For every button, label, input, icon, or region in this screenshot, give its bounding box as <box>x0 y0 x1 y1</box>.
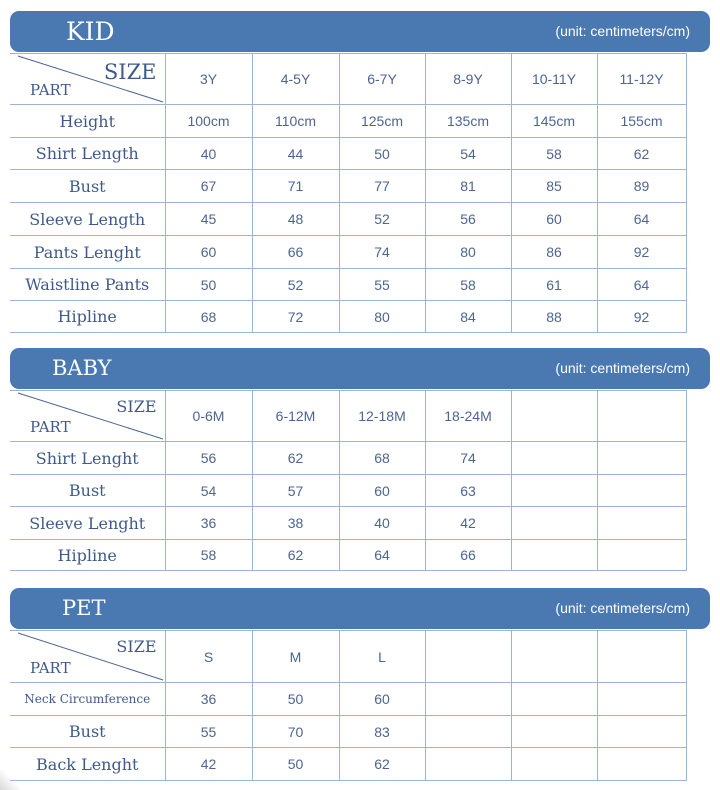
baby-title: BABY <box>52 356 112 380</box>
size-axis-label: SIZE <box>103 60 157 84</box>
measurement-cell: 50 <box>165 269 252 301</box>
pet-corner-cell <box>10 631 165 683</box>
measurement-cell: 58 <box>425 269 511 301</box>
measurement-cell: 85 <box>511 170 597 203</box>
table-row <box>10 105 710 138</box>
size-header-6-12m: 6-12M <box>252 391 339 442</box>
size-header-12-18m: 12-18M <box>339 391 425 442</box>
measurement-cell: 56 <box>425 203 511 236</box>
size-header-l: L <box>339 631 425 683</box>
row-label-waistline-pants: Waistline Pants <box>10 269 165 301</box>
measurement-cell: 72 <box>252 301 339 333</box>
kid-header-row <box>10 54 710 105</box>
baby-unit: (unit: centimeters/cm) <box>555 360 690 376</box>
size-axis-label: SIZE <box>116 397 157 416</box>
part-axis-label: PART <box>30 659 71 677</box>
kid-size-table <box>10 53 710 333</box>
measurement-cell: 64 <box>339 540 425 571</box>
measurement-cell: 74 <box>425 442 511 475</box>
size-header-empty <box>597 391 686 442</box>
table-row <box>10 170 710 203</box>
table-row <box>10 442 710 475</box>
measurement-cell: 57 <box>252 475 339 507</box>
table-row <box>10 203 710 236</box>
measurement-cell: 70 <box>252 716 339 748</box>
measurement-cell: 60 <box>339 475 425 507</box>
measurement-cell: 36 <box>165 683 252 716</box>
size-header-empty <box>511 391 597 442</box>
measurement-cell: 36 <box>165 507 252 540</box>
pet-banner <box>10 588 710 629</box>
measurement-cell: 56 <box>165 442 252 475</box>
measurement-cell: 135cm <box>425 105 511 138</box>
table-row <box>10 683 710 716</box>
measurement-cell: 68 <box>339 442 425 475</box>
row-label-sleeve-lenght: Sleeve Lenght <box>10 507 165 540</box>
measurement-cell <box>597 507 686 540</box>
measurement-cell: 62 <box>597 138 686 170</box>
pet-unit: (unit: centimeters/cm) <box>555 600 690 616</box>
size-header-11-12y: 11-12Y <box>597 54 686 105</box>
measurement-cell <box>425 748 511 781</box>
table-row <box>10 716 710 748</box>
kid-banner <box>10 11 710 52</box>
measurement-cell: 86 <box>511 236 597 269</box>
measurement-cell: 66 <box>425 540 511 571</box>
measurement-cell: 38 <box>252 507 339 540</box>
table-row <box>10 540 710 571</box>
measurement-cell <box>511 475 597 507</box>
table-row <box>10 475 710 507</box>
measurement-cell: 81 <box>425 170 511 203</box>
measurement-cell: 54 <box>165 475 252 507</box>
measurement-cell: 84 <box>425 301 511 333</box>
measurement-cell: 62 <box>252 540 339 571</box>
measurement-cell: 80 <box>339 301 425 333</box>
baby-corner-cell <box>10 391 165 442</box>
size-header-empty <box>425 631 511 683</box>
part-axis-label: PART <box>30 418 71 436</box>
row-label-shirt-lenght: Shirt Lenght <box>10 442 165 475</box>
pet-header-row <box>10 631 710 683</box>
size-axis-label: SIZE <box>116 637 157 656</box>
measurement-cell <box>597 540 686 571</box>
measurement-cell: 155cm <box>597 105 686 138</box>
table-row <box>10 301 710 333</box>
measurement-cell: 55 <box>339 269 425 301</box>
measurement-cell <box>511 748 597 781</box>
part-axis-label: PART <box>30 81 71 99</box>
measurement-cell: 61 <box>511 269 597 301</box>
measurement-cell: 89 <box>597 170 686 203</box>
size-header-18-24m: 18-24M <box>425 391 511 442</box>
size-header-8-9y: 8-9Y <box>425 54 511 105</box>
measurement-cell: 68 <box>165 301 252 333</box>
size-header-3y: 3Y <box>165 54 252 105</box>
measurement-cell <box>425 683 511 716</box>
size-header-6-7y: 6-7Y <box>339 54 425 105</box>
row-label-shirt-length: Shirt Length <box>10 138 165 170</box>
baby-header-row <box>10 391 710 442</box>
measurement-cell <box>511 507 597 540</box>
size-header-s: S <box>165 631 252 683</box>
measurement-cell <box>597 683 686 716</box>
measurement-cell: 83 <box>339 716 425 748</box>
size-header-empty <box>597 631 686 683</box>
measurement-cell: 60 <box>339 683 425 716</box>
row-label-pants-lenght: Pants Lenght <box>10 236 165 269</box>
table-row <box>10 748 710 781</box>
measurement-cell: 50 <box>252 683 339 716</box>
measurement-cell: 92 <box>597 236 686 269</box>
baby-banner <box>10 348 710 389</box>
table-row <box>10 507 710 540</box>
measurement-cell <box>597 475 686 507</box>
measurement-cell: 42 <box>425 507 511 540</box>
measurement-cell: 77 <box>339 170 425 203</box>
table-row <box>10 236 710 269</box>
measurement-cell: 88 <box>511 301 597 333</box>
measurement-cell: 125cm <box>339 105 425 138</box>
measurement-cell: 110cm <box>252 105 339 138</box>
measurement-cell: 67 <box>165 170 252 203</box>
measurement-cell: 58 <box>165 540 252 571</box>
measurement-cell: 40 <box>165 138 252 170</box>
pet-size-table <box>10 630 710 781</box>
measurement-cell: 63 <box>425 475 511 507</box>
kid-unit: (unit: centimeters/cm) <box>555 23 690 39</box>
measurement-cell: 44 <box>252 138 339 170</box>
table-row <box>10 269 710 301</box>
size-header-4-5y: 4-5Y <box>252 54 339 105</box>
measurement-cell: 60 <box>511 203 597 236</box>
measurement-cell <box>597 716 686 748</box>
measurement-cell: 145cm <box>511 105 597 138</box>
measurement-cell <box>511 442 597 475</box>
measurement-cell: 55 <box>165 716 252 748</box>
measurement-cell: 54 <box>425 138 511 170</box>
row-label-hipline: Hipline <box>10 540 165 571</box>
measurement-cell: 50 <box>339 138 425 170</box>
size-header-10-11y: 10-11Y <box>511 54 597 105</box>
row-label-bust: Bust <box>10 475 165 507</box>
measurement-cell <box>425 716 511 748</box>
measurement-cell: 42 <box>165 748 252 781</box>
measurement-cell: 64 <box>597 203 686 236</box>
row-label-neck-circumference: Neck Circumference <box>10 683 165 716</box>
measurement-cell: 45 <box>165 203 252 236</box>
row-label-back-lenght: Back Lenght <box>10 748 165 781</box>
kid-corner-cell <box>10 54 165 105</box>
measurement-cell: 50 <box>252 748 339 781</box>
baby-size-table <box>10 390 710 571</box>
size-header-m: M <box>252 631 339 683</box>
measurement-cell: 52 <box>339 203 425 236</box>
measurement-cell: 92 <box>597 301 686 333</box>
row-label-hipline: Hipline <box>10 301 165 333</box>
measurement-cell: 62 <box>252 442 339 475</box>
measurement-cell: 48 <box>252 203 339 236</box>
measurement-cell: 64 <box>597 269 686 301</box>
pet-title: PET <box>62 596 106 620</box>
measurement-cell: 40 <box>339 507 425 540</box>
row-label-bust: Bust <box>10 716 165 748</box>
measurement-cell <box>597 442 686 475</box>
measurement-cell: 74 <box>339 236 425 269</box>
measurement-cell: 71 <box>252 170 339 203</box>
measurement-cell: 66 <box>252 236 339 269</box>
table-row <box>10 138 710 170</box>
row-label-bust: Bust <box>10 170 165 203</box>
row-label-height: Height <box>10 105 165 138</box>
measurement-cell <box>511 683 597 716</box>
measurement-cell <box>511 716 597 748</box>
row-label-sleeve-length: Sleeve Length <box>10 203 165 236</box>
measurement-cell <box>511 540 597 571</box>
measurement-cell: 80 <box>425 236 511 269</box>
measurement-cell: 100cm <box>165 105 252 138</box>
measurement-cell: 52 <box>252 269 339 301</box>
measurement-cell: 62 <box>339 748 425 781</box>
measurement-cell <box>597 748 686 781</box>
corner-shadow <box>0 770 20 790</box>
measurement-cell: 60 <box>165 236 252 269</box>
size-header-0-6m: 0-6M <box>165 391 252 442</box>
kid-title: KID <box>66 17 115 46</box>
size-header-empty <box>511 631 597 683</box>
measurement-cell: 58 <box>511 138 597 170</box>
